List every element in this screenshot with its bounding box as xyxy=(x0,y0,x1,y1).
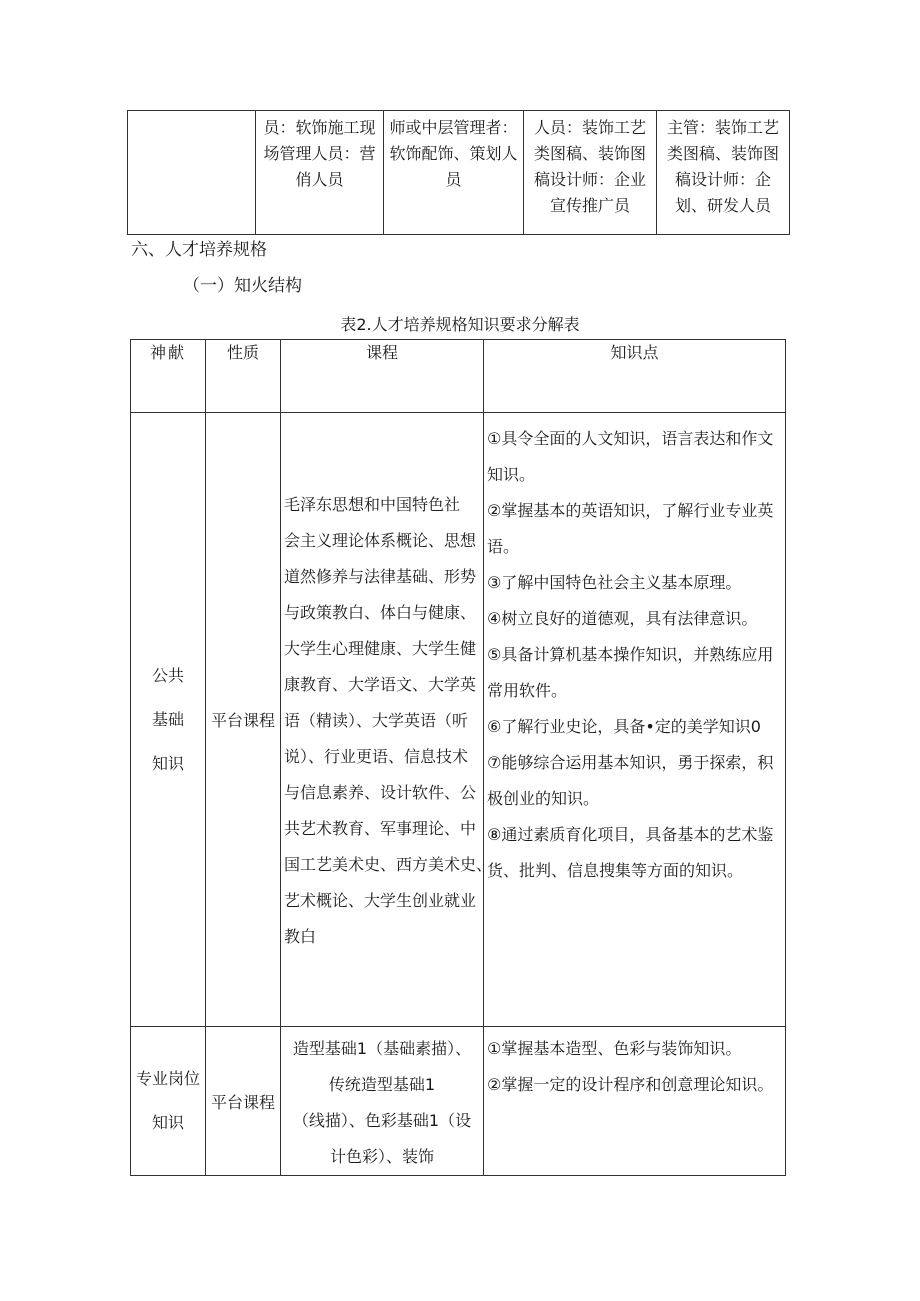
category-cell xyxy=(131,413,206,1027)
course-line: 共艺术教育、军事理论、中 xyxy=(284,819,477,838)
knowledge-requirements-table xyxy=(130,339,786,1176)
course-line: 毛泽东思想和中国特色社 xyxy=(284,495,461,514)
table-header-row xyxy=(131,340,786,413)
category-line: 专业岗位 xyxy=(135,1069,200,1088)
nature-cell: 平台课程 xyxy=(206,413,281,1027)
table-caption: 表2.人才培养规格知识要求分解表 xyxy=(340,315,580,334)
course-line: 教白 xyxy=(284,927,317,946)
knowledge-line: ③了解中国特色社会主义基本原理。 xyxy=(487,573,742,592)
table-cell: 员：软饰施工现场管理人员：营俏人员 xyxy=(256,111,384,235)
header-cell: 知识点 xyxy=(484,340,786,413)
knowledge-line: 语。 xyxy=(487,537,520,556)
course-line: 造型基础1（基础素描）、 xyxy=(292,1039,472,1058)
header-cell: 性质 xyxy=(206,340,281,413)
category-line: 知识 xyxy=(151,1113,184,1132)
knowledge-line: ⑥了解行业史论，具备•定的美学知识0 xyxy=(487,717,761,736)
course-line: 艺术概论、大学生创业就业 xyxy=(284,891,477,910)
course-line: 会主义理论体系概论、思想 xyxy=(284,531,477,550)
course-line: 康教育、大学语文、大学英 xyxy=(284,675,477,694)
knowledge-line: ④树立良好的道德观，具有法律意识。 xyxy=(487,609,758,628)
knowledge-line: 极创业的知识。 xyxy=(487,789,600,808)
knowledge-cell xyxy=(484,1027,786,1176)
table-cell: 人员：装饰工艺类图稿、装饰图稿设计师：企业宣传推广员 xyxy=(524,111,657,235)
header-cell: 课程 xyxy=(281,340,484,413)
knowledge-line: ⑧通过素质育化项目，具备基本的艺术鉴 xyxy=(487,825,774,844)
category-line: 基础 xyxy=(151,709,184,729)
knowledge-line: ⑦能够综合运用基本知识，勇于探索，积 xyxy=(487,753,774,772)
category-line: 公共 xyxy=(151,665,184,685)
course-line: 国工艺美术史、西方美术史、 xyxy=(284,855,493,874)
continued-career-table xyxy=(127,110,790,235)
table-row xyxy=(128,111,790,235)
knowledge-line: ①掌握基本造型、色彩与装饰知识。 xyxy=(487,1039,742,1058)
courses-cell xyxy=(281,413,493,1027)
subsection-heading: （一）知火结构 xyxy=(183,276,302,296)
courses-cell xyxy=(281,1027,484,1176)
table-cell: 主管：装饰工艺类图稿、装饰图稿设计师：企划、研发人员 xyxy=(657,111,790,235)
category-line: 知识 xyxy=(151,753,184,773)
course-line: （线描）、色彩基础1（设 xyxy=(292,1111,472,1130)
knowledge-cell xyxy=(484,413,786,1027)
header-cell: 神献 xyxy=(131,340,206,413)
course-line: 与政策教白、体白与健康、 xyxy=(284,603,477,622)
course-line: 道然修养与法律基础、形势 xyxy=(284,567,477,586)
nature-cell: 平台课程 xyxy=(206,1027,281,1176)
course-line: 与信息素养、设计软件、公 xyxy=(284,783,477,802)
knowledge-line: 知识。 xyxy=(487,465,536,484)
course-line: 语（精读）、大学英语（听 xyxy=(284,711,469,730)
category-cell xyxy=(131,1027,206,1176)
course-line: 计色彩）、装饰 xyxy=(329,1147,434,1166)
knowledge-line: ②掌握一定的设计程序和创意理论知识。 xyxy=(487,1075,774,1094)
table-row xyxy=(131,1027,786,1176)
knowledge-line: 货、批判、信息搜集等方面的知识。 xyxy=(487,861,744,880)
knowledge-line: 常用软件。 xyxy=(487,681,568,700)
knowledge-line: ①具令全面的人文知识，语言表达和作文 xyxy=(487,429,774,448)
section-heading: 六、人才培养规格 xyxy=(131,240,267,260)
course-line: 说）、行业更语、信息技术 xyxy=(284,747,469,766)
course-line: 大学生心理健康、大学生健 xyxy=(284,639,477,658)
knowledge-line: ⑤具备计算机基本操作知识，并熟练应用 xyxy=(487,645,774,664)
table-row xyxy=(131,413,786,1027)
knowledge-line: ②掌握基本的英语知识，了解行业专业英 xyxy=(487,501,774,520)
table-cell: 师或中层管理者：软饰配饰、策划人员 xyxy=(384,111,524,235)
table-cell xyxy=(128,111,256,235)
course-line: 传统造型基础1 xyxy=(328,1075,436,1094)
